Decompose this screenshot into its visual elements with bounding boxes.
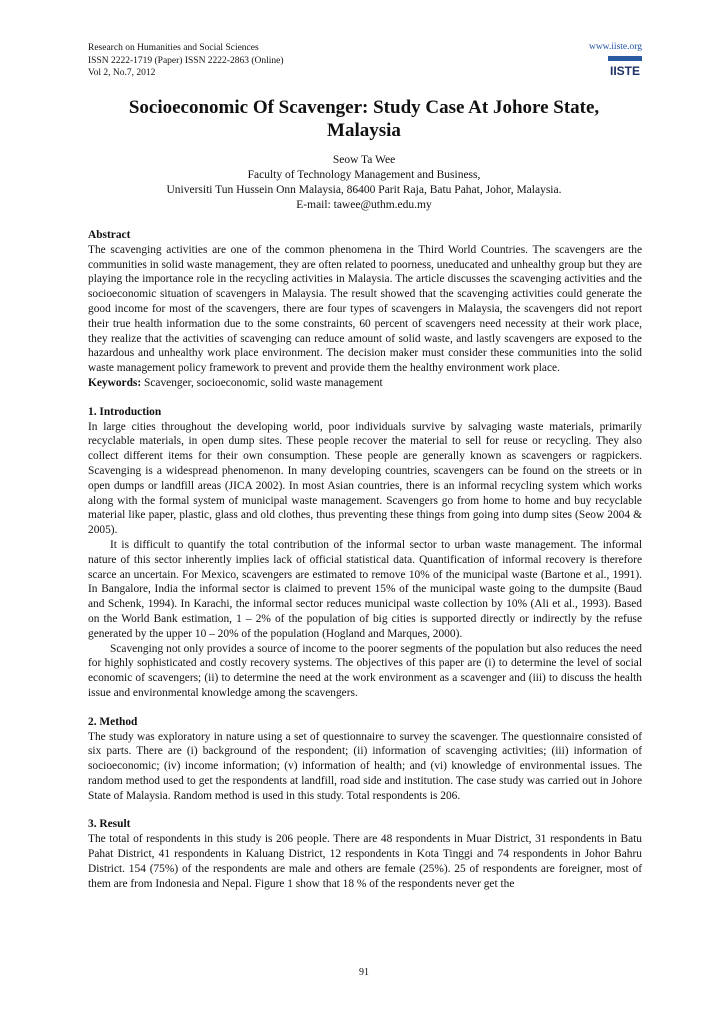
author-block: [90, 153, 638, 213]
intro-paragraph-2: It is difficult to quantify the total contribution of the informal sector to urban waste management. The informal nature of this sector inherently implies lack of official statistical data. Quantification of informal recovery is therefore scarce an uncertain. For Mexico, scavengers are estimated to remove 10% of the municipal waste (Bartone et al., 1991). In Bangalore, India the informal sector is claimed to prevent 15% of the municipal waste going to the dumpsite (Baud and Schenk, 1994). In Karachi, the informal sector reduces municipal waste collection by 10% (Ali et al., 1993). Based on the World Bank estimation, 1 – 2% of the population of big cities is supported directly or indirectly by the refuse generated by the upper 10 – 20% of the population (Hogland and Marques, 2000).: [88, 538, 642, 640]
keywords-text: Scavenger, socioeconomic, solid waste management: [141, 376, 383, 389]
section-heading-introduction: 1. Introduction: [88, 405, 162, 418]
journal-name: Research on Humanities and Social Sciences: [88, 43, 259, 53]
journal-volume: Vol 2, No.7, 2012: [88, 68, 156, 78]
journal-issn: ISSN 2222-1719 (Paper) ISSN 2222-2863 (Online): [88, 55, 284, 66]
title-line-1: Socioeconomic Of Scavenger: Study Case At Johore State,: [128, 97, 600, 118]
abstract-text: The scavenging activities are one of the common phenomena in the Third World Countries. The scavengers are the communities in solid waste management, they are often related to poorness, uneducated and unhealthy group but they are playing the importance role in the recycling activities in Malaysia. The article discusses the scavenging activities and the socioeconomic situation of scavengers in Malaysia. The result showed that the scavenging activities could generate the good income for most of the scavengers, there are four types of scavengers in Malaysia, the scavengers did not report their true health information due to the some constraints, 60 percent of scavengers need necessity at their work place, they realize that the activities of scavenging can reduce amount of solid waste, and lastly scavengers are exposed to the hazardous and unhealthy work place environment. The decision maker must consider these communities into the solid waste management policy framework to prevent and provide them the healthy environment work place.: [88, 243, 642, 375]
section-heading-method: 2. Method: [88, 715, 138, 728]
journal-header: [88, 42, 284, 80]
author-university: Universiti Tun Hussein Onn Malaysia, 86400 Parit Raja, Batu Pahat, Johor, Malaysia.: [166, 184, 562, 196]
iiste-logo-icon: [608, 56, 642, 78]
intro-paragraph-3: Scavenging not only provides a source of income to the poorer segments of the population but also reduces the need for highly sophisticated and costly recovery systems. The objectives of this paper are (i) to determine the level of social economic of scavengers; (ii) to determine the need at the work environment as a scavenger and (iii) to discuss the health issue and environmental knowledge among the scavengers.: [88, 642, 642, 699]
author-email: E-mail: tawee@uthm.edu.my: [296, 199, 432, 211]
keywords-label: Keywords:: [88, 376, 142, 389]
abstract-heading: Abstract: [88, 229, 131, 241]
paper-title: [90, 96, 638, 142]
page-number: 91: [359, 967, 369, 978]
author-name: Seow Ta Wee: [332, 154, 396, 166]
keywords-line: [88, 376, 642, 391]
section-heading-result: 3. Result: [88, 818, 131, 831]
intro-paragraph-1: In large cities throughout the developing world, poor individuals survive by salvaging waste materials, primarily recyclable materials, in open dump sites. These people recover the material to sell for reuse or recycling. They also collect different items for their own consumption. These people are generally known as scavengers or ragpickers. Scavenging is a widespread phenomenon. In many developing countries, scavengers can be found on the streets or in open dumps or landfill areas (JICA 2002). In most Asian countries, there is an informal recycling system which works along with the formal system of municipal waste management. Scavengers go from home to home and buy recyclable material like paper, plastic, glass and old clothes, thus preventing these things from going into dump sites (Seow 2004 & 2005).: [88, 420, 642, 537]
paper-body: [88, 228, 642, 891]
author-faculty: Faculty of Technology Management and Business,: [247, 169, 481, 181]
svg-text:IISTE: IISTE: [609, 64, 641, 78]
method-paragraph-1: The study was exploratory in nature using a set of questionnaire to survey the scavenger. The questionnaire consisted of six parts. There are (i) background of the respondent; (ii) information of scavenging activities; (iii) information of socioeconomic; (iv) income information; (v) information of health; and (vi) knowledge of environmental issues. The random method used to get the respondents at landfill, road side and institution. The case study was carried out in Johore State of Malaysia. Random method is used in this study. Total respondents is 206.: [88, 730, 642, 802]
title-line-2: Malaysia: [327, 120, 401, 141]
journal-website-link[interactable]: www.iiste.org: [588, 42, 642, 52]
result-paragraph-1: The total of respondents in this study is 206 people. There are 48 respondents in Muar District, 31 respondents in Batu Pahat District, 41 respondents in Kaluang District, 12 respondents in Kota Tinggi and 74 respondents in Johor Bahru District. 154 (75%) of the respondents are male and others are female (25%). 25 of respondents are foreigner, most of them are from Indonesia and Nepal. Figure 1 show that 18 % of the respondents never get the: [88, 833, 642, 890]
